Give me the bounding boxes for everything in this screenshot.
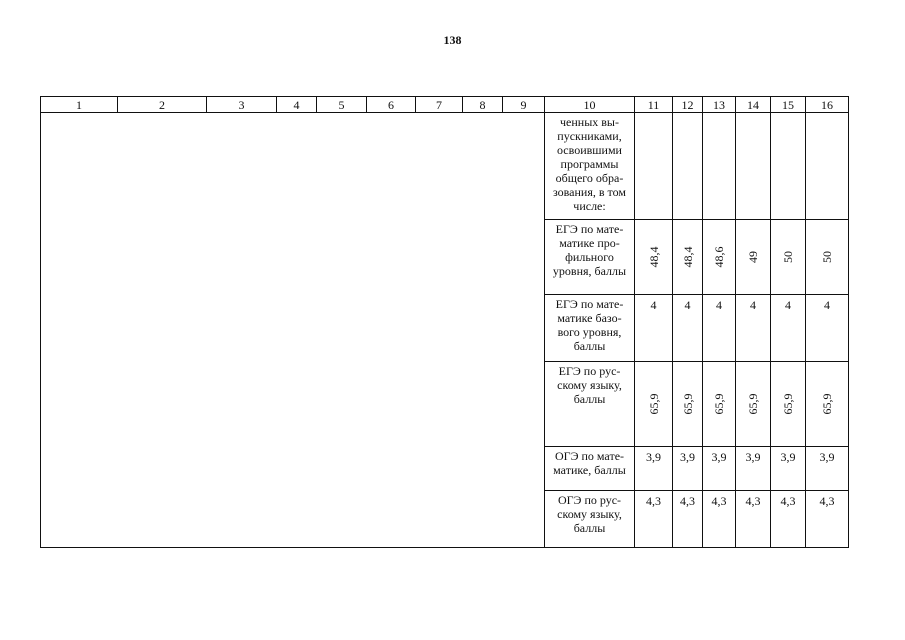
column-header: 2 <box>118 97 207 113</box>
value-cell <box>736 113 771 220</box>
value-cell: 4,3 <box>635 490 673 548</box>
value-cell: 4 <box>771 294 806 362</box>
value-text: 65,9 <box>646 393 661 415</box>
value-cell <box>703 113 736 220</box>
value-cell: 3,9 <box>806 447 849 490</box>
column-header: 5 <box>317 97 367 113</box>
value-cell: 3,9 <box>635 447 673 490</box>
value-cell: 4 <box>635 294 673 362</box>
row-label: ЕГЭ по мате- матике базо- вого уровня, баллы <box>545 294 635 362</box>
value-cell <box>673 219 703 294</box>
value-cell: 4,3 <box>736 490 771 548</box>
value-text: 65,9 <box>680 393 695 415</box>
row-label: ОГЭ по рус- скому языку, баллы <box>545 490 635 548</box>
value-text: 65,9 <box>712 393 726 415</box>
row-label: ЕГЭ по мате- матике про- фильного уровня, баллы <box>545 219 635 294</box>
value-cell: 3,9 <box>703 447 736 490</box>
page-number: 138 <box>443 33 462 47</box>
value-cell <box>635 219 673 294</box>
value-cell <box>635 362 673 447</box>
value-cell: 3,9 <box>673 447 703 490</box>
value-cell: 4,3 <box>673 490 703 548</box>
value-cell: 4,3 <box>806 490 849 548</box>
value-cell <box>806 362 849 447</box>
column-header: 7 <box>416 97 463 113</box>
value-cell <box>703 362 736 447</box>
value-text: 65,9 <box>746 393 760 415</box>
value-text: 49 <box>746 250 760 263</box>
column-header: 3 <box>207 97 277 113</box>
value-cell: 4 <box>736 294 771 362</box>
column-header: 1 <box>41 97 118 113</box>
value-cell <box>771 113 806 220</box>
row-label: ченных вы- пускниками, освоившими программы общего обра- зования, в том числе: <box>545 113 635 220</box>
column-header: 9 <box>503 97 545 113</box>
value-cell: 4,3 <box>703 490 736 548</box>
value-text: 65,9 <box>820 393 834 415</box>
value-text: 48,4 <box>680 246 695 268</box>
value-cell <box>736 362 771 447</box>
value-text: 48,6 <box>712 246 726 268</box>
value-cell: 4 <box>703 294 736 362</box>
column-header: 12 <box>673 97 703 113</box>
value-cell: 4,3 <box>771 490 806 548</box>
value-cell <box>806 219 849 294</box>
value-cell <box>771 362 806 447</box>
value-cell <box>736 219 771 294</box>
value-text: 50 <box>781 250 795 263</box>
value-cell: 3,9 <box>771 447 806 490</box>
value-cell <box>635 113 673 220</box>
column-header: 6 <box>367 97 416 113</box>
empty-merged-cell <box>41 113 545 548</box>
column-header: 10 <box>545 97 635 113</box>
value-text: 50 <box>820 250 834 263</box>
value-cell <box>673 362 703 447</box>
column-header: 11 <box>635 97 673 113</box>
value-cell <box>771 219 806 294</box>
value-cell <box>703 219 736 294</box>
table-row <box>41 113 849 220</box>
value-cell <box>806 113 849 220</box>
row-label: ОГЭ по мате- матике, баллы <box>545 447 635 490</box>
header-row <box>41 97 849 113</box>
value-cell <box>673 113 703 220</box>
column-header: 16 <box>806 97 849 113</box>
row-label: ЕГЭ по рус- скому языку, баллы <box>545 362 635 447</box>
value-cell: 3,9 <box>736 447 771 490</box>
column-header: 14 <box>736 97 771 113</box>
value-cell: 4 <box>806 294 849 362</box>
column-header: 15 <box>771 97 806 113</box>
column-header: 13 <box>703 97 736 113</box>
column-header: 8 <box>463 97 503 113</box>
column-header: 4 <box>277 97 317 113</box>
value-text: 48,4 <box>646 246 661 268</box>
value-text: 65,9 <box>781 393 795 415</box>
value-cell: 4 <box>673 294 703 362</box>
indicators-table <box>40 96 848 548</box>
